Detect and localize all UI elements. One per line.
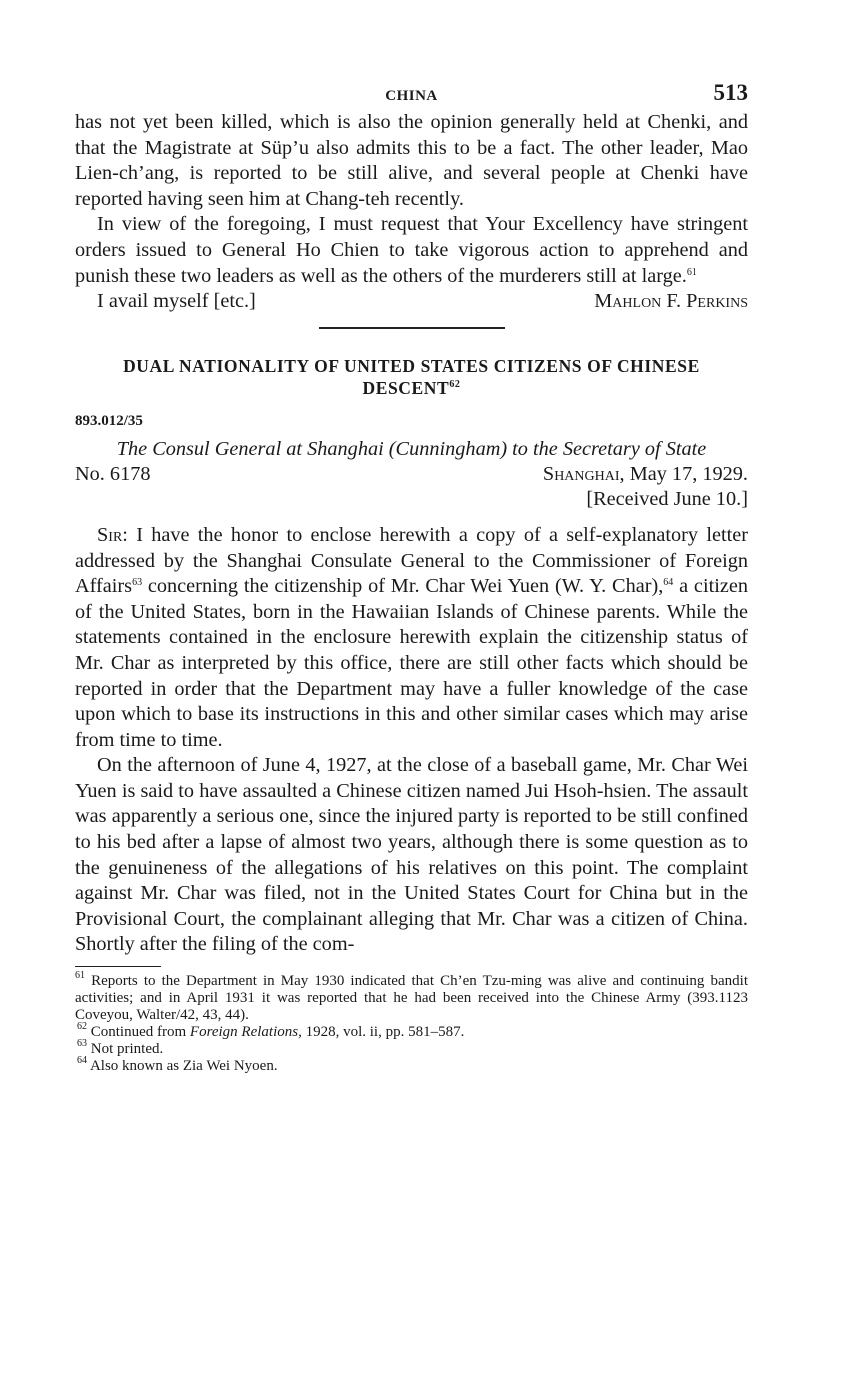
footnote: $^{61}$ Reports to the Department in May 1930 indicated that Ch’en Tzu-ming was alive and continuing bandit activities; and in April 1931 it was reported that he had been received into the Chinese Army (393.1123 Coveyou, Walter/42, 43, 44). bbox=[75, 970, 749, 1024]
letter-body bbox=[75, 523, 748, 958]
running-head: CHINA bbox=[385, 88, 438, 104]
footnote-mark: 64 bbox=[77, 1055, 87, 1067]
received-date: [Received June 10.] bbox=[586, 488, 748, 511]
footnote-ref: 62 bbox=[449, 378, 461, 390]
document-meta bbox=[75, 462, 748, 488]
closing-line bbox=[75, 289, 748, 315]
page-number: 513 bbox=[713, 80, 748, 105]
continuation-text bbox=[75, 110, 748, 315]
footnote-ref: 61 bbox=[686, 266, 697, 278]
closing-phrase: I avail myself [etc.] bbox=[97, 290, 256, 313]
paragraph: On the afternoon of June 4, 1927, at the close of a baseball game, Mr. Char Wei Yuen is said to have assaulted a Chinese citizen named Jui Hsoh-hsien. The assault was apparently a serious one, since the injured party is reported to be still confined to his bed after a lapse of almost two years, although there is some question as to the genuineness of the allegations of his relatives on this point. The complaint against Mr. Char was filed, not in the United States Court for China but in the Provisional Court, the complainant alleging that Mr. Char was a citizen of China. Shortly after the filing of the com- bbox=[75, 754, 748, 956]
citation-title: Foreign Relations bbox=[189, 1024, 299, 1041]
dateline-date: May 17, 1929. bbox=[629, 462, 748, 485]
document-title: The Consul General at Shanghai (Cunningham) to the Secretary of State bbox=[116, 437, 707, 460]
footnote-ref: 64 bbox=[663, 577, 674, 589]
paragraph: Sir: I have the honor to enclose herewith a copy of a self-explanatory letter addressed by the Shanghai Consulate General to the Commissioner of Foreign Affairs$^{63}$ concerning the citizenship of Mr. Char Wei Yuen (W. Y. Char),$^{64}$ a citizen of the United States, born in the Hawaiian Islands of Chinese parents. While the statements contained in the enclosure herewith explain the citizenship status of Mr. Char as interpreted by this office, there are still other facts which should be reported in order that the Department may have a fuller knowledge of the case upon which to base its instructions in this and other similar cases which may arise from time to time. bbox=[75, 523, 748, 751]
footnote-mark: 63 bbox=[77, 1038, 87, 1050]
file-number: 893.012/35 bbox=[75, 412, 143, 429]
footnote-mark: 62 bbox=[77, 1021, 87, 1033]
signature: Mahlon F. Perkins bbox=[594, 290, 748, 313]
footnote-mark: 61 bbox=[75, 970, 85, 982]
paragraph: has not yet been killed, which is also the opinion generally held at Chenki, and that the Magistrate at Süp’u also admits this to be a fact. The other leader, Mao Lien-ch’ang, is reported to be still alive, and several people at Chenki have reported having seen him at Chang-teh recently. bbox=[75, 111, 748, 210]
document-page bbox=[75, 80, 748, 1075]
footnote: $^{62}$ Continued from Foreign Relations, 1928, vol. ii, pp. 581–587. bbox=[77, 1021, 465, 1041]
footnote: $^{64}$ Also known as Zia Wei Nyoen. bbox=[77, 1055, 278, 1075]
footnotes bbox=[75, 970, 749, 1075]
page-header bbox=[75, 80, 748, 110]
salutation: Sir bbox=[97, 523, 123, 546]
section-divider bbox=[319, 327, 505, 329]
section-title: DUAL NATIONALITY OF UNITED STATES CITIZENS OF CHINESE DESCENT$^{62}$ bbox=[123, 355, 700, 398]
dateline-place: Shanghai, bbox=[542, 462, 625, 485]
paragraph: In view of the foregoing, I must request that Your Excellency have stringent orders issued to General Ho Chien to take vigorous action to apprehend and punish these two leaders as well as the others of the murderers still at large.$^{61}$ bbox=[75, 213, 748, 287]
dateline bbox=[543, 462, 748, 488]
footnote-ref: 63 bbox=[132, 577, 143, 589]
footnote: $^{63}$ Not printed. bbox=[77, 1038, 164, 1058]
footnote-divider bbox=[75, 966, 161, 967]
document-number: No. 6178 bbox=[75, 462, 151, 485]
